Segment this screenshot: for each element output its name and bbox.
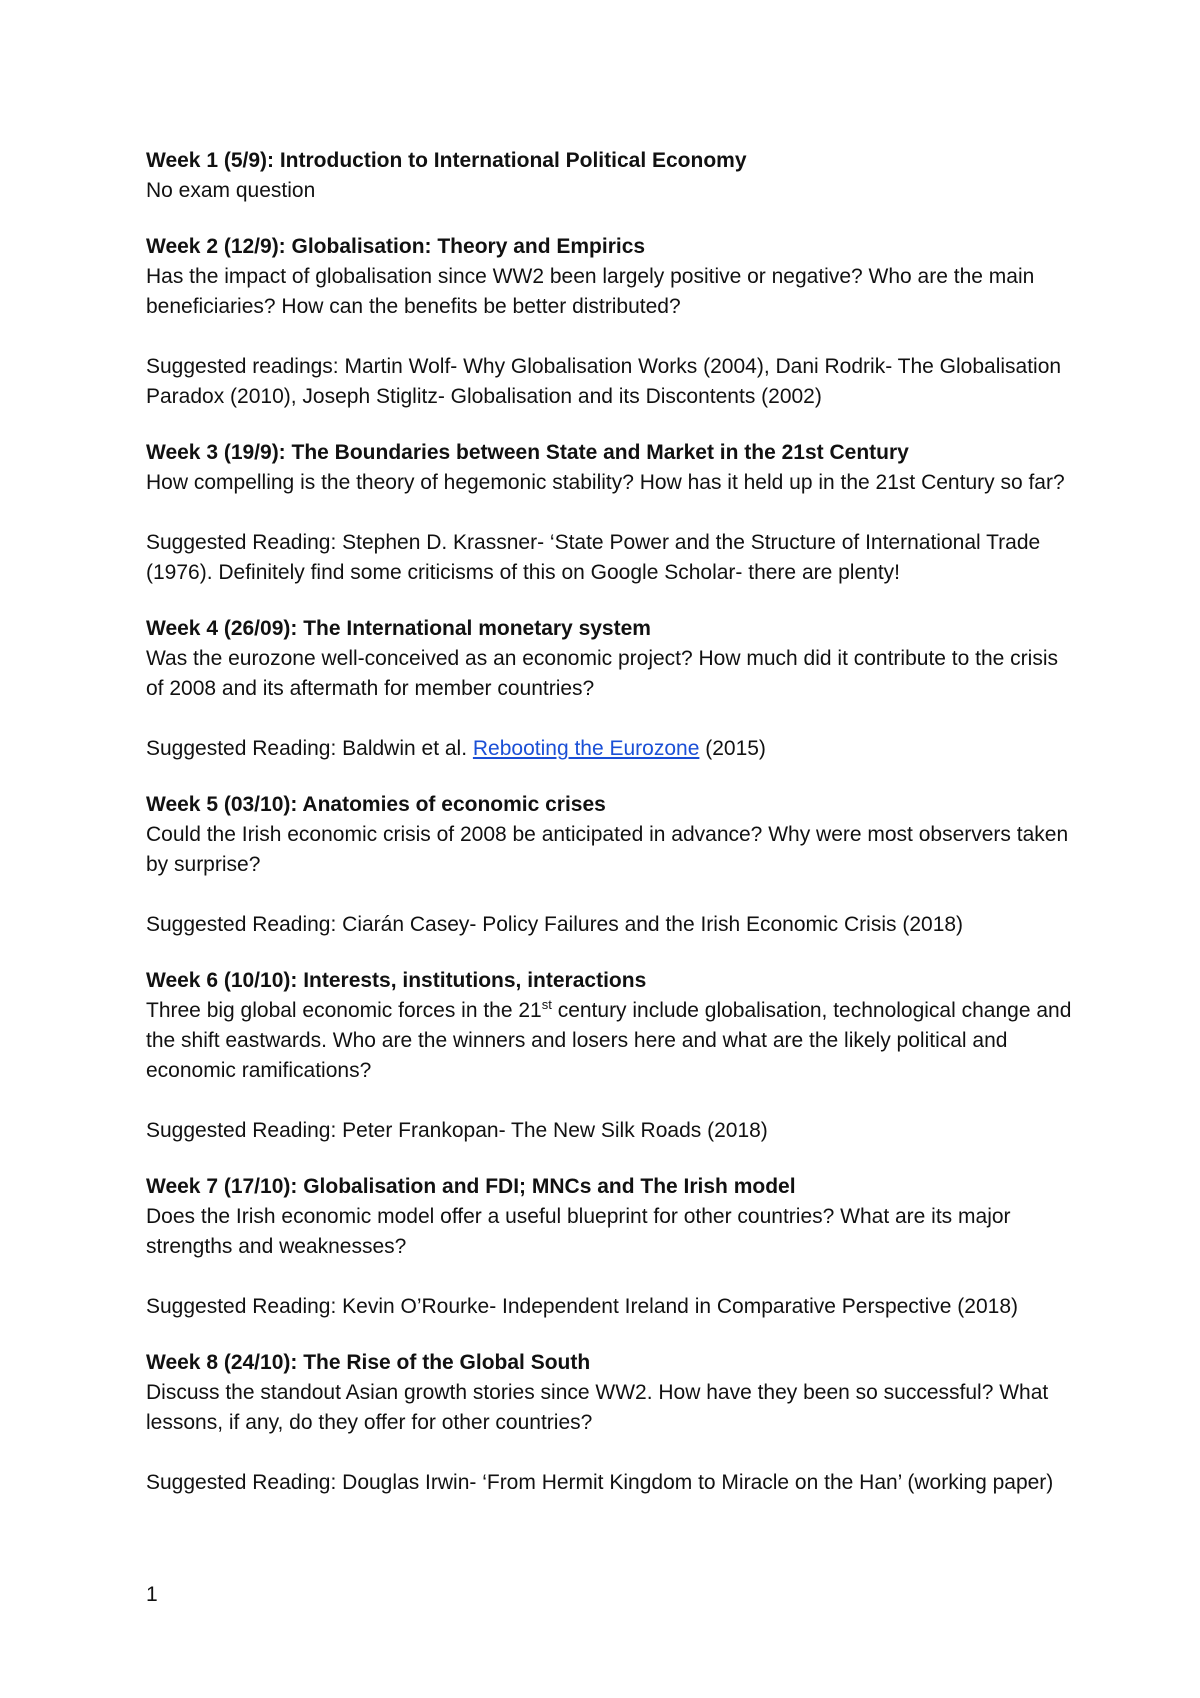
page-number: 1 [146, 1583, 158, 1606]
week-6-question-prefix: Three big global economic forces in the 21 [146, 999, 542, 1022]
week-5-question: Could the Irish economic crisis of 2008 be anticipated in advance? Why were most observers taken by surprise? [146, 823, 1069, 876]
week-6-section [146, 966, 1076, 1146]
week-5-heading: Week 5 (03/10): Anatomies of economic crises [146, 793, 606, 816]
week-5-reading: Suggested Reading: Ciarán Casey- Policy Failures and the Irish Economic Crisis (2018) [146, 913, 964, 936]
week-3-question: How compelling is the theory of hegemonic stability? How has it held up in the 21st Century so far? [146, 471, 1065, 494]
week-6-reading: Suggested Reading: Peter Frankopan- The New Silk Roads (2018) [146, 1119, 768, 1142]
week-3-heading: Week 3 (19/9): The Boundaries between State and Market in the 21st Century [146, 441, 909, 464]
week-8-section [146, 1348, 1076, 1498]
week-6-heading: Week 6 (10/10): Interests, institutions, interactions [146, 969, 647, 992]
week-5-section [146, 790, 1076, 940]
week-3-reading: Suggested Reading: Stephen D. Krassner- ‘State Power and the Structure of International Trade (1976). Definitely find some criticisms of this on Google Scholar- there are plenty! [146, 531, 1041, 584]
week-4-reading-suffix: (2015) [699, 737, 766, 760]
week-4-reading [146, 734, 1076, 764]
week-2-heading: Week 2 (12/9): Globalisation: Theory and Empirics [146, 235, 646, 258]
rebooting-the-eurozone-link[interactable]: Rebooting the Eurozone [472, 737, 700, 760]
week-1-heading: Week 1 (5/9): Introduction to International Political Economy [146, 149, 747, 172]
week-6-question [146, 996, 1076, 1086]
week-8-question: Discuss the standout Asian growth stories since WW2. How have they been so successful? What lessons, if any, do they offer for other countries? [146, 1381, 1049, 1434]
week-4-heading: Week 4 (26/09): The International monetary system [146, 617, 651, 640]
week-8-reading: Suggested Reading: Douglas Irwin- ‘From Hermit Kingdom to Miracle on the Han’ (working paper) [146, 1471, 1054, 1494]
week-7-question: Does the Irish economic model offer a useful blueprint for other countries? What are its major strengths and weaknesses? [146, 1205, 1011, 1258]
week-8-heading: Week 8 (24/10): The Rise of the Global South [146, 1351, 591, 1374]
week-1-section [146, 146, 1076, 206]
week-4-question: Was the eurozone well-conceived as an economic project? How much did it contribute to the crisis of 2008 and its aftermath for member countries? [146, 647, 1058, 700]
week-7-section [146, 1172, 1076, 1322]
week-6-question-suffix: century include globalisation, technological change and the shift eastwards. Who are the winners and losers here and what are the likely political and economic ramifications? [146, 999, 1072, 1082]
week-6-question-superscript: st [541, 997, 552, 1012]
week-2-reading: Suggested readings: Martin Wolf- Why Globalisation Works (2004), Dani Rodrik- The Globalisation Paradox (2010), Joseph Stiglitz- Globalisation and its Discontents (2002) [146, 355, 1062, 408]
week-3-section [146, 438, 1076, 588]
week-7-heading: Week 7 (17/10): Globalisation and FDI; MNCs and The Irish model [146, 1175, 796, 1198]
week-4-reading-prefix: Suggested Reading: Baldwin et al. [146, 737, 473, 760]
week-2-question: Has the impact of globalisation since WW2 been largely positive or negative? Who are the main beneficiaries? How can the benefits be better distributed? [146, 265, 1035, 318]
week-7-reading: Suggested Reading: Kevin O’Rourke- Independent Ireland in Comparative Perspective (2018) [146, 1295, 1019, 1318]
week-4-section [146, 614, 1076, 764]
document-body [146, 146, 1076, 1524]
week-1-question: No exam question [146, 179, 316, 202]
week-2-section [146, 232, 1076, 412]
